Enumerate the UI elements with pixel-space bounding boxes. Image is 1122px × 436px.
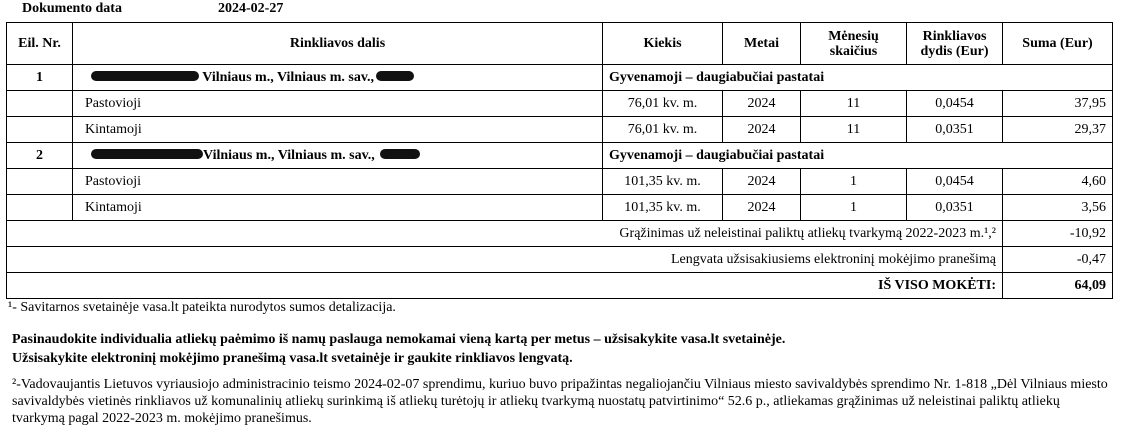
header-quantity: Kiekis [603,23,723,65]
document-date-label: Dokumento data [22,1,122,16]
table-row [7,169,1113,195]
footnote-first: ¹- Savitarnos svetainėje vasa.lt pateikta nurodytos sumos detalizacija. [8,300,396,315]
discount-value: -0,47 [1003,247,1113,273]
group-address: Vilniaus m., Vilniaus m. sav., [202,69,375,85]
row-part: Pastovioji [73,169,603,195]
row-quantity: 76,01 kv. m. [603,91,723,117]
row-sum: 3,56 [1003,195,1113,221]
row-sum: 29,37 [1003,117,1113,143]
group-row [7,143,1113,169]
document-date [22,1,283,17]
row-part: Kintamoji [73,117,603,143]
row-rate: 0,0454 [907,91,1003,117]
row-sum: 4,60 [1003,169,1113,195]
row-rate: 0,0351 [907,117,1003,143]
header-rate: Rinkliavos dydis (Eur) [907,23,1003,65]
table-header-row [7,23,1113,65]
table-row [7,91,1113,117]
row-quantity: 101,35 kv. m. [603,169,723,195]
row-sum: 37,95 [1003,91,1113,117]
notice-block [12,330,785,368]
redacted-block [91,71,199,81]
group-row [7,65,1113,91]
discount-row [7,247,1113,273]
group-nr: 1 [7,65,73,91]
group-address-cell [73,65,603,91]
table-row [7,117,1113,143]
refund-label: Grąžinimas už neleistinai paliktų atliekų tvarkymą 2022-2023 m.¹,² [7,221,1003,247]
row-rate: 0,0351 [907,195,1003,221]
header-year: Metai [723,23,801,65]
row-quantity: 101,35 kv. m. [603,195,723,221]
row-months: 11 [801,91,907,117]
redacted-block [376,71,414,81]
discount-label: Lengvata užsisakiusiems elektroninį mokėjimo pranešimą [7,247,1003,273]
row-months: 11 [801,117,907,143]
header-part: Rinkliavos dalis [73,23,603,65]
header-months: Mėnesių skaičius [801,23,907,65]
fee-table [6,22,1113,299]
table-row [7,195,1113,221]
group-address: Vilniaus m., Vilniaus m. sav., [203,147,375,163]
header-sum: Suma (Eur) [1003,23,1113,65]
total-row [7,273,1113,299]
redacted-block [380,149,420,159]
group-category: Gyvenamoji – daugiabučiai pastatai [603,65,1113,91]
notice-line-2: Užsisakykite elektroninį mokėjimo pranešimą vasa.lt svetainėje ir gaukite rinkliavos lengvatą. [12,351,573,366]
row-year: 2024 [723,117,801,143]
group-address-cell [73,143,603,169]
notice-line-1: Pasinaudokite individualia atliekų paėmimo iš namų paslauga nemokamai vieną kartą per metus – užsisakykite vasa.lt svetainėje. [12,332,786,347]
header-nr: Eil. Nr. [7,23,73,65]
refund-value: -10,92 [1003,221,1113,247]
row-rate: 0,0454 [907,169,1003,195]
row-year: 2024 [723,91,801,117]
total-value: 64,09 [1003,273,1113,299]
row-months: 1 [801,195,907,221]
row-part: Kintamoji [73,195,603,221]
row-quantity: 76,01 kv. m. [603,117,723,143]
group-nr: 2 [7,143,73,169]
refund-row [7,221,1113,247]
row-months: 1 [801,169,907,195]
footnote-second: ²-Vadovaujantis Lietuvos vyriausiojo administracinio teismo 2024-02-07 sprendimu, kuriuo buvo pripažintas negaliojančiu Vilniaus miesto savivaldybės sprendimo Nr. 1-818 „Dėl Vilniaus miesto savivaldybės vietinės rinkliavos už komunalinių atliekų surinkimą iš atliekų turėtojų ir atliekų tvarkymą nuostatų patvirtinimo“ 52.6 p., atliekamas grąžinimas už neleistinai paliktų atliekų tvarkymą pagal 2022-2023 m. mokėjimo pranešimus. [12,377,1108,426]
redacted-block [91,149,203,159]
total-label: IŠ VISO MOKĖTI: [7,273,1003,299]
row-year: 2024 [723,169,801,195]
document-date-value: 2024-02-27 [218,1,284,16]
row-year: 2024 [723,195,801,221]
group-category: Gyvenamoji – daugiabučiai pastatai [603,143,1113,169]
row-part: Pastovioji [73,91,603,117]
